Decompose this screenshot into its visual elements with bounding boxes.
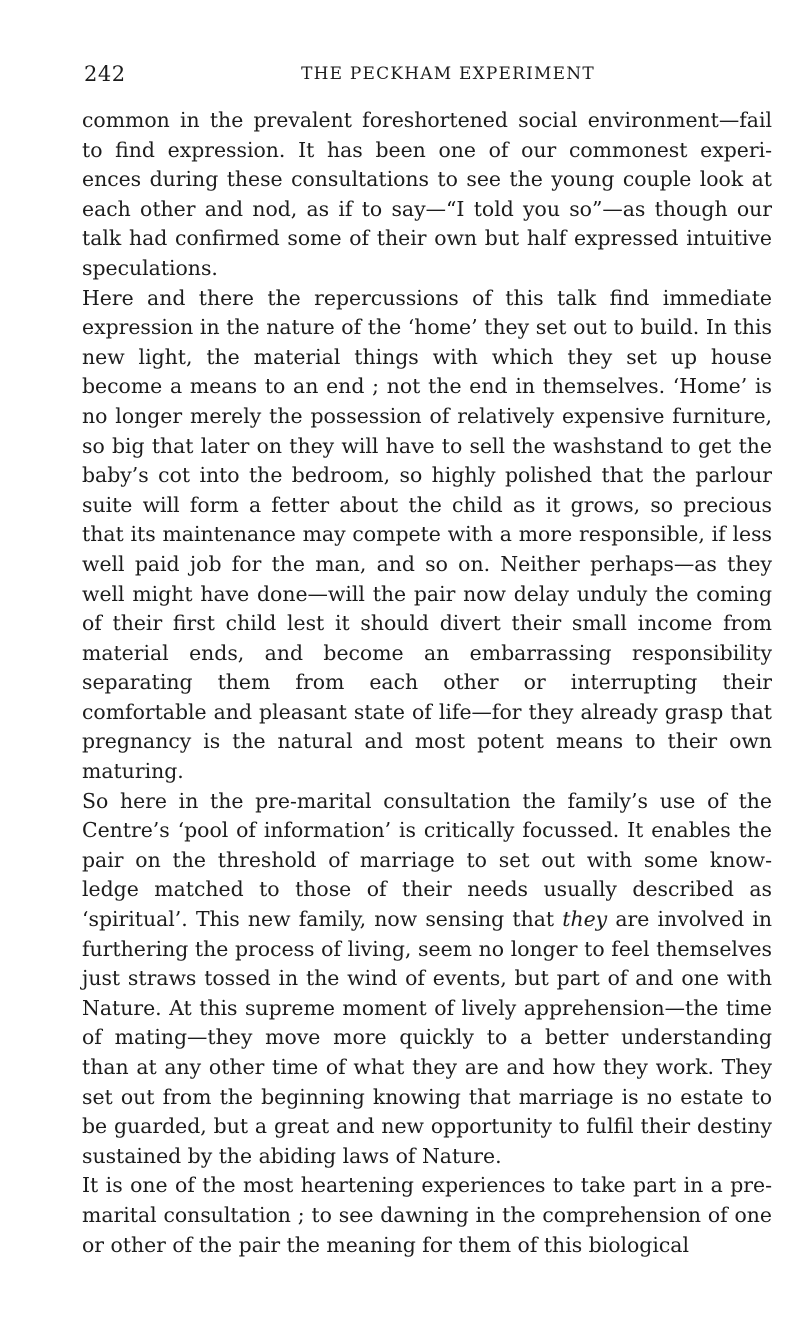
running-title: THE PECKHAM EXPERIMENT [301, 64, 595, 84]
page-header [84, 62, 772, 92]
page-number: 242 [84, 62, 126, 86]
paragraph: It is one of the most heartening experiences to take part in a pre-marital consultation ; to see dawning in the comprehension of one or other of the pair the meaning for them of this biological [82, 1173, 772, 1257]
italic-emphasis: they [562, 907, 608, 932]
paragraph-text: are involved in furthering the process of living, seem no longer to feel themselves just straws tossed in the wind of events, but part of and one with Nature. At this supreme moment of lively apprehension—the time of mating—they move more quickly to a better understanding than at any other time of what they are and how they work. They set out from the beginning knowing that marriage is no estate to be guarded, but a great and new opportunity to fulfil their destiny sustained by the abiding laws of Nature. [82, 907, 772, 1168]
paragraph: Here and there the repercussions of this talk find immediate expression in the nature of the ‘home’ they set out to build. In this new light, the material things with which they set up house become a means to an end ; not the end in themselves. ‘Home’ is no longer merely the possession of relatively expensive furniture, so big that later on they will have to sell the washstand to get the baby’s cot into the bedroom, so highly polished that the parlour suite will form a fetter about the child as it grows, so precious that its maintenance may compete with a more responsible, if less well paid job for the man, and so on. Neither perhaps—as they well might have done—will the pair now delay unduly the coming of their first child lest it should divert their small income from material ends, and become an embarrassing responsibility separating them from each other or interrupting their comfortable and pleasant state of life—for they already grasp that pregnancy is the natural and most potent means to their own maturing. [82, 285, 772, 784]
body-text [82, 106, 772, 1260]
paragraph: common in the prevalent foreshortened social environment—fail to find expression. It has been one of our commonest experi- ences during these consultations to see the young couple look at each other and nod, as if to say—“I told you so”—as though our talk had confirmed some of their own but half expressed intuitive speculations. [82, 108, 772, 280]
paragraph-text: So here in the pre-marital consultation the family’s use of the Centre’s ‘pool of information’ is critically focussed. It enables the pair on the threshold of marriage to set out with some know- ledge matched to those of their needs usually described as ‘spiritual’. This new family, now sensing that [82, 788, 772, 932]
paragraph [82, 787, 772, 1172]
